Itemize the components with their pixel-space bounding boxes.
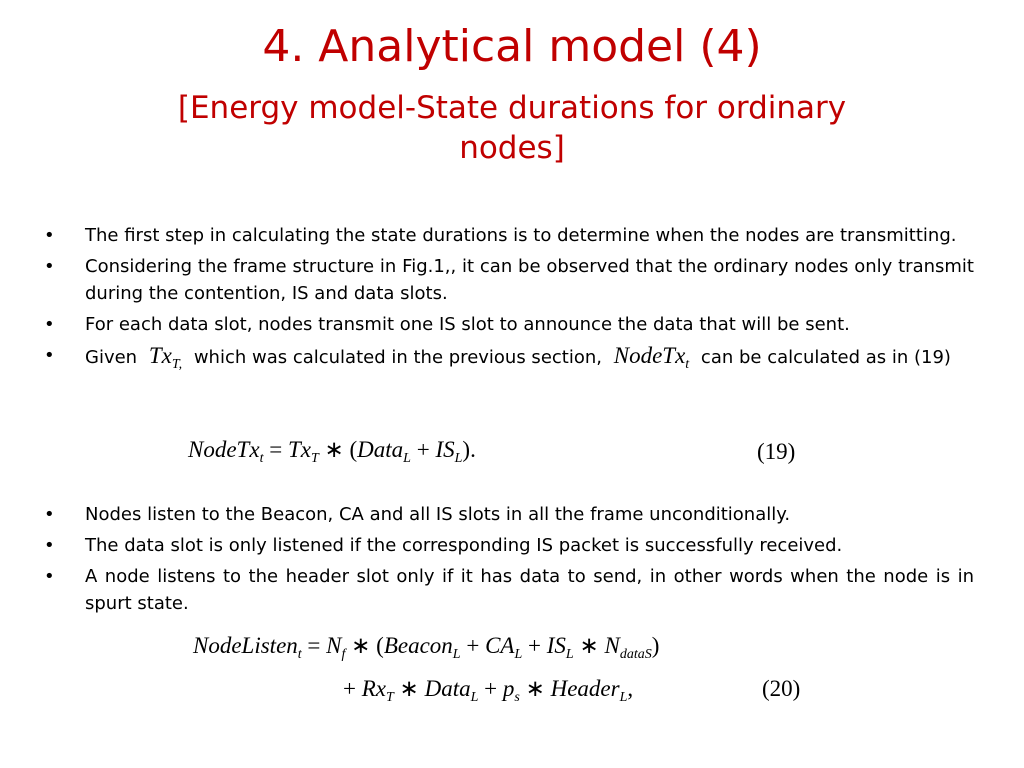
slide-subtitle	[0, 88, 1024, 168]
subtitle-line-1: [Energy model-State durations for ordinary	[177, 90, 847, 126]
bullet-text-mid: which was calculated in the previous section,	[193, 347, 602, 368]
bullet-marker: •	[44, 535, 55, 556]
equation-20-line-2: + $Rx_T$ ∗ Data$_L$ + $p_s$ ∗ Header$_L$,	[343, 676, 634, 705]
bullet-item	[44, 501, 974, 528]
bullet-text: The data slot is only listened if the corresponding IS packet is successfully received.	[85, 535, 843, 556]
bullet-item-given	[44, 342, 974, 371]
symbol-txt: $Tx_{T,}$	[148, 343, 183, 372]
bullet-item	[44, 253, 974, 307]
bullet-text: A node listens to the header slot only if it has data to send, in other words when the node is in spurt state.	[85, 566, 974, 614]
bullet-text: Considering the frame structure in Fig.1,, it can be observed that the ordinary nodes only transmit during the contention, IS and data slots.	[85, 256, 974, 304]
equation-19-number: (19)	[757, 439, 796, 464]
bullet-marker: •	[44, 345, 55, 366]
bullet-marker: •	[44, 566, 55, 587]
bullet-list-listen	[44, 501, 974, 621]
bullet-text: The first step in calculating the state durations is to determine when the nodes are transmitting.	[85, 225, 957, 246]
equation-20-line-1: NodeListen$_t$ = $N_f$ ∗ (Beacon$_L$ + $CA_L + IS_L$ ∗ $N_{dataS}$)	[193, 633, 660, 662]
bullet-item	[44, 532, 974, 559]
bullet-marker: •	[44, 225, 55, 246]
bullet-text: For each data slot, nodes transmit one IS slot to announce the data that will be sent.	[85, 314, 850, 335]
equation-19: NodeTx$_t$ = $Tx_T$ ∗ (Data$_L$ + $IS_L$).	[188, 437, 476, 466]
bullet-list-transmit	[44, 222, 974, 375]
bullet-item	[44, 563, 974, 617]
bullet-marker: •	[44, 256, 55, 277]
slide-title: 4. Analytical model (4)	[262, 21, 762, 72]
bullet-text: Nodes listen to the Beacon, CA and all IS slots in all the frame unconditionally.	[85, 504, 791, 525]
bullet-marker: •	[44, 504, 55, 525]
bullet-item	[44, 311, 974, 338]
bullet-item	[44, 222, 974, 249]
bullet-text-end: can be calculated as in (19)	[700, 347, 951, 368]
symbol-nodetx: NodeTx$_t$	[613, 343, 690, 372]
bullet-marker: •	[44, 314, 55, 335]
equation-20-number: (20)	[762, 676, 801, 701]
bullet-text-given: Given	[85, 347, 138, 368]
subtitle-line-2: nodes]	[459, 130, 565, 166]
